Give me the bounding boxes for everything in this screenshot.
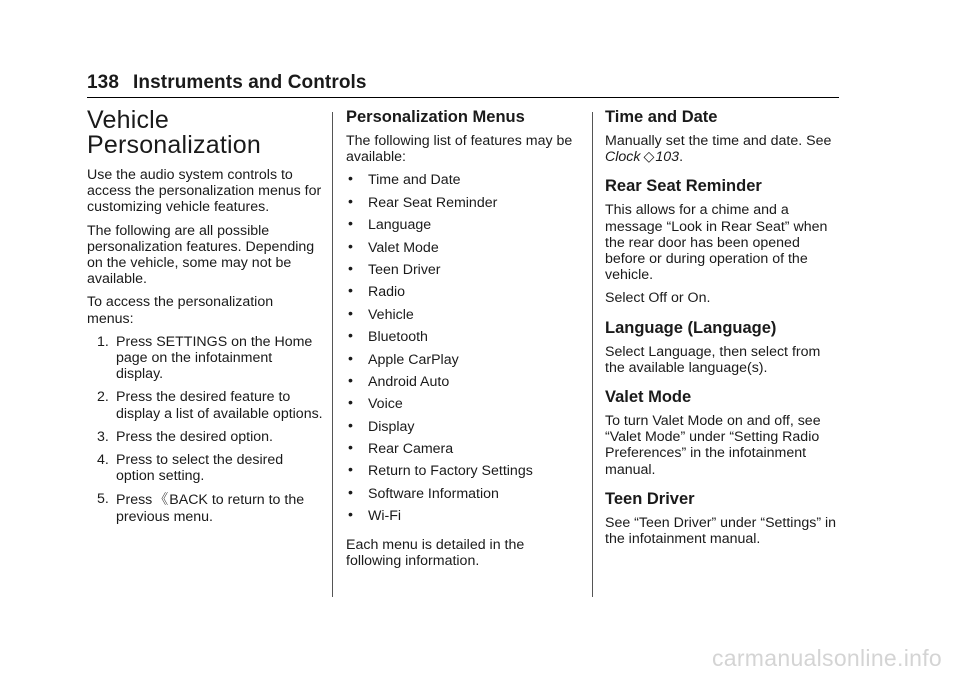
step-text: Press to select the desired option setting.	[116, 452, 284, 485]
feature-name: Valet Mode	[368, 239, 439, 256]
feature-list-item	[346, 486, 582, 508]
back-icon: 《	[154, 491, 169, 508]
step-number: 2.	[97, 389, 109, 406]
feature-name: Radio	[368, 284, 406, 301]
page-number: 138	[87, 72, 120, 93]
step-item	[87, 491, 323, 524]
section-title: Instruments and Controls	[133, 72, 367, 93]
column-vehicle-personalization	[87, 108, 323, 532]
heading-valet-mode: Valet Mode	[605, 388, 692, 407]
feature-list-item	[346, 329, 582, 351]
column-personalization-menus	[346, 108, 582, 576]
feature-name: Teen Driver	[368, 261, 441, 278]
sentence-end: .	[679, 149, 684, 166]
step-text: Press the desired option.	[116, 428, 273, 445]
availability-paragraph: The following are all possible personalization features. Depending on the vehicle, some may not be available.	[87, 222, 315, 288]
feature-name: Android Auto	[368, 373, 450, 390]
bullet-icon: •	[348, 417, 353, 434]
step-item	[87, 452, 323, 484]
feature-name: Vehicle	[368, 306, 414, 323]
column-feature-details	[605, 108, 841, 554]
feature-list-item	[346, 352, 582, 374]
language-text: Select Language, then select from the available language(s).	[605, 343, 821, 376]
bullet-icon: •	[348, 328, 353, 345]
step-text: Press SETTINGS on the Home page on the infotainment display.	[116, 333, 313, 383]
heading-time-and-date: Time and Date	[605, 108, 718, 126]
rear-seat-text: This allows for a chime and a message “Look in Rear Seat” when the rear door has been opened before or during operation of the vehicle.	[605, 202, 828, 284]
bullet-icon: •	[348, 238, 353, 255]
feature-list-item	[346, 240, 582, 262]
steps-list	[87, 334, 323, 525]
heading-language: Language (Language)	[605, 318, 777, 337]
step-item	[87, 334, 323, 383]
column-divider-2	[592, 112, 593, 597]
column-divider-1	[332, 112, 333, 597]
bullet-icon: •	[348, 216, 353, 233]
step-item	[87, 429, 323, 445]
teen-driver-text: See “Teen Driver” under “Settings” in the infotainment manual.	[605, 514, 837, 548]
bullet-icon: •	[348, 350, 353, 367]
step-item	[87, 389, 323, 421]
bullet-icon: •	[348, 171, 353, 188]
feature-list-item	[346, 262, 582, 284]
heading-rear-seat-reminder: Rear Seat Reminder	[605, 177, 762, 196]
feature-list-item	[346, 396, 582, 418]
bullet-icon: •	[348, 305, 353, 322]
title-line-1: Vehicle	[87, 106, 170, 134]
watermark: carmanualsonline.info	[711, 645, 942, 671]
feature-list-item	[346, 441, 582, 463]
bullet-icon: •	[348, 484, 353, 501]
rear-seat-select-text: Select Off or On.	[605, 290, 711, 307]
feature-list-item	[346, 419, 582, 441]
feature-name: Bluetooth	[368, 329, 428, 346]
time-date-text	[605, 133, 841, 165]
bullet-icon: •	[348, 193, 353, 210]
heading-teen-driver: Teen Driver	[605, 489, 695, 508]
feature-name: Display	[368, 418, 415, 435]
menus-intro: The following list of features may be available:	[346, 133, 573, 166]
step-text: Press the desired feature to display a list of available options.	[116, 389, 323, 422]
menus-outro: Each menu is detailed in the following information.	[346, 536, 525, 569]
step-number: 3.	[97, 428, 109, 445]
bullet-icon: •	[348, 283, 353, 300]
step-text: BACK to return to the previous menu.	[116, 492, 305, 525]
feature-list	[346, 172, 582, 530]
page-ref-icon: ◇	[643, 149, 655, 166]
clock-link-text: Clock	[605, 149, 641, 166]
clock-reference	[605, 149, 679, 165]
feature-name: Wi-Fi	[368, 508, 402, 525]
page-header	[87, 72, 367, 94]
bullet-icon: •	[348, 440, 353, 457]
bullet-icon: •	[348, 507, 353, 524]
feature-list-item	[346, 172, 582, 194]
page-title	[87, 108, 323, 158]
access-paragraph: To access the personalization menus:	[87, 294, 274, 327]
title-line-2: Personalization	[87, 131, 261, 159]
bullet-icon: •	[348, 260, 353, 277]
feature-name: Software Information	[368, 485, 499, 502]
bullet-icon: •	[348, 462, 353, 479]
valet-mode-text: To turn Valet Mode on and off, see “Valet Mode” under “Setting Radio Preferences” in the infotainment manual.	[605, 413, 821, 478]
feature-list-item	[346, 508, 582, 530]
feature-name: Rear Seat Reminder	[368, 194, 498, 211]
feature-name: Voice	[368, 396, 403, 413]
step-number: 1.	[97, 333, 109, 350]
clock-page-number: 103	[655, 149, 680, 166]
feature-list-item	[346, 463, 582, 485]
intro-paragraph: Use the audio system controls to access the personalization menus for customizing vehicle features.	[87, 167, 322, 216]
feature-list-item	[346, 374, 582, 396]
bullet-icon: •	[348, 372, 353, 389]
step-number: 5.	[97, 491, 109, 508]
section-heading: Personalization Menus	[346, 108, 525, 126]
feature-name: Apple CarPlay	[368, 351, 459, 368]
feature-name: Time and Date	[368, 172, 461, 189]
feature-list-item	[346, 307, 582, 329]
feature-list-item	[346, 195, 582, 217]
header-divider	[87, 97, 839, 98]
feature-name: Return to Factory Settings	[368, 463, 533, 480]
bullet-icon: •	[348, 395, 353, 412]
feature-name: Language	[368, 217, 432, 234]
step-text: Press	[116, 492, 153, 509]
feature-list-item	[346, 217, 582, 239]
feature-name: Rear Camera	[368, 441, 454, 458]
time-date-body: Manually set the time and date. See	[605, 133, 832, 149]
feature-list-item	[346, 284, 582, 306]
step-number: 4.	[97, 452, 109, 469]
